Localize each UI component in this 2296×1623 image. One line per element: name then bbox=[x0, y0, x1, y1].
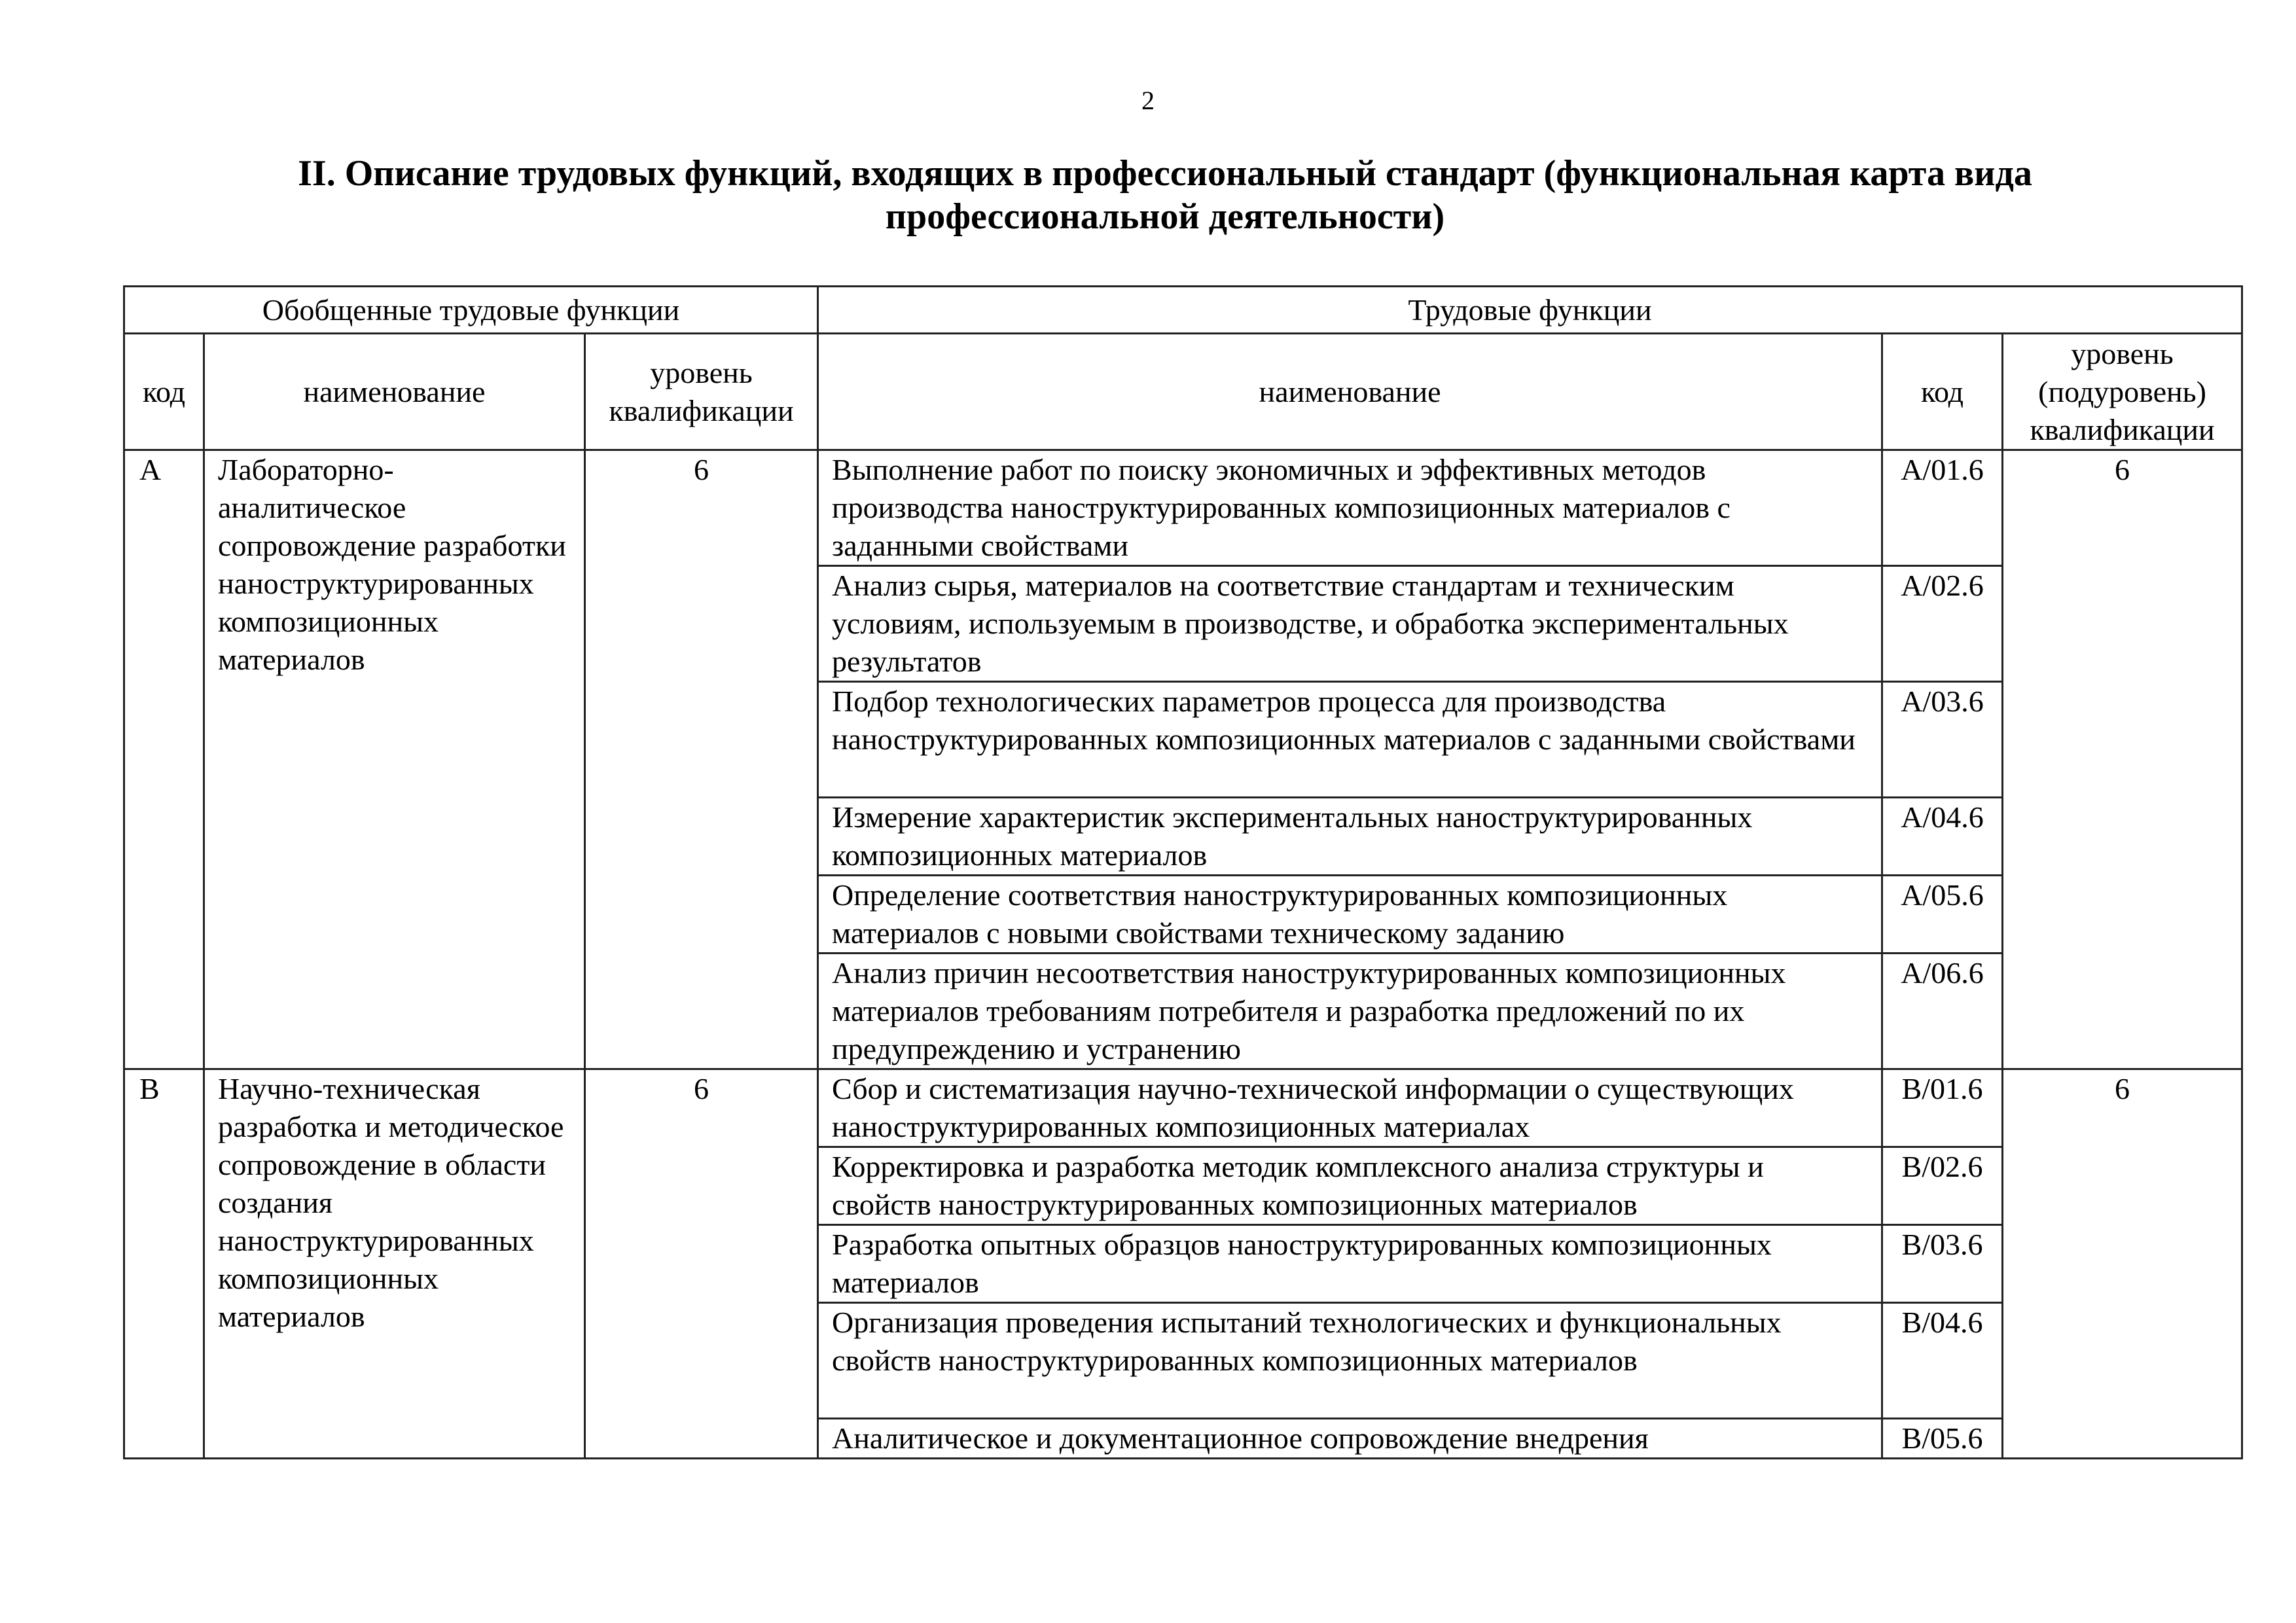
function-code: A/06.6 bbox=[1882, 954, 2003, 1069]
function-name: Корректировка и разработка методик комплексного анализа структуры и свойств наноструктурированных композиционных материалов bbox=[818, 1147, 1882, 1225]
table-row bbox=[124, 450, 2242, 566]
function-code: A/04.6 bbox=[1882, 798, 2003, 876]
function-name: Сбор и систематизация научно-технической информации о существующих наноструктурированных композиционных материалах bbox=[818, 1069, 1882, 1147]
function-name: Разработка опытных образцов наноструктурированных композиционных материалов bbox=[818, 1225, 1882, 1303]
function-name: Выполнение работ по поиску экономичных и эффективных методов производства наноструктурированных композиционных материалов с заданными свойствами bbox=[818, 450, 1882, 566]
function-code: B/04.6 bbox=[1882, 1303, 2003, 1419]
table-row bbox=[124, 1069, 2242, 1147]
function-name: Организация проведения испытаний технологических и функциональных свойств наноструктурированных композиционных материалов bbox=[818, 1303, 1882, 1419]
function-code: B/01.6 bbox=[1882, 1069, 2003, 1147]
function-name: Анализ причин несоответствия наноструктурированных композиционных материалов требованиям потребителя и разработка предложений по их предупреждению и устранению bbox=[818, 954, 1882, 1069]
function-name: Подбор технологических параметров процесса для производства наноструктурированных композиционных материалов с заданными свойствами bbox=[818, 682, 1882, 798]
group-name: Научно-техническая разработка и методическое сопровождение в области создания наноструктурированных композиционных материалов bbox=[204, 1069, 585, 1459]
function-name: Измерение характеристик экспериментальных наноструктурированных композиционных материалов bbox=[818, 798, 1882, 876]
function-level: 6 bbox=[2003, 450, 2242, 1069]
group-level: 6 bbox=[585, 1069, 818, 1459]
function-code: A/02.6 bbox=[1882, 566, 2003, 682]
group-name: Лабораторно-аналитическое сопровождение разработки наноструктурированных композиционных материалов bbox=[204, 450, 585, 1069]
page-number: 2 bbox=[1141, 86, 1155, 115]
function-code: A/03.6 bbox=[1882, 682, 2003, 798]
function-code: B/05.6 bbox=[1882, 1419, 2003, 1459]
function-code: A/05.6 bbox=[1882, 876, 2003, 954]
function-code: B/03.6 bbox=[1882, 1225, 2003, 1303]
header-function-level: уровень (подуровень) квалификации bbox=[2003, 334, 2242, 450]
header-labor-functions: Трудовые функции bbox=[818, 287, 2242, 334]
function-name: Анализ сырья, материалов на соответствие стандартам и техническим условиям, используемым в производстве, и обработка экспериментальных результатов bbox=[818, 566, 1882, 682]
header-level: уровень квалификации bbox=[585, 334, 818, 450]
function-code: B/02.6 bbox=[1882, 1147, 2003, 1225]
group-code: В bbox=[124, 1069, 204, 1459]
header-generalized-functions: Обобщенные трудовые функции bbox=[124, 287, 818, 334]
function-code: A/01.6 bbox=[1882, 450, 2003, 566]
group-code: А bbox=[124, 450, 204, 1069]
header-code: код bbox=[124, 334, 204, 450]
section-title: II. Описание трудовых функций, входящих в профессиональный стандарт (функциональная карта вида профессиональной деятельности) bbox=[298, 153, 2032, 237]
function-name: Аналитическое и документационное сопровождение внедрения bbox=[818, 1419, 1882, 1459]
function-level: 6 bbox=[2003, 1069, 2242, 1459]
header-function-name: наименование bbox=[818, 334, 1882, 450]
header-name: наименование bbox=[204, 334, 585, 450]
group-level: 6 bbox=[585, 450, 818, 1069]
function-name: Определение соответствия наноструктурированных композиционных материалов с новыми свойствами техническому заданию bbox=[818, 876, 1882, 954]
header-function-code: код bbox=[1882, 334, 2003, 450]
functional-map-table bbox=[123, 285, 2243, 1459]
